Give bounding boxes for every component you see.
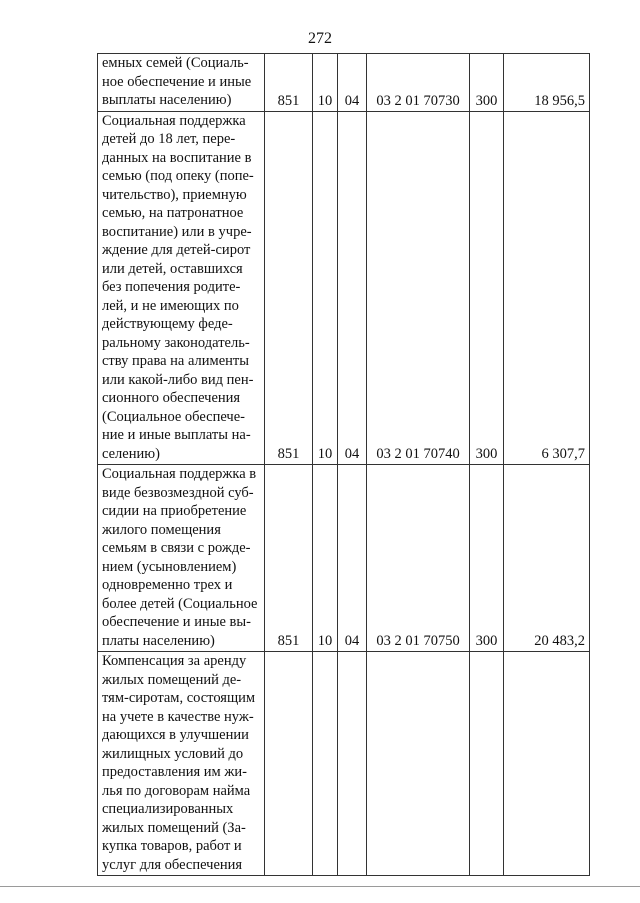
amount: 20 483,2: [504, 465, 590, 652]
ministry-code: 851: [265, 111, 313, 465]
table-row: [98, 465, 590, 652]
expense-type-code: [470, 652, 504, 876]
expense-type-code: 300: [470, 465, 504, 652]
ministry-code: 851: [265, 54, 313, 112]
scan-edge-line: [0, 886, 640, 887]
row-description: емных семей (Социаль- ное обеспечение и иные выплаты населению): [98, 54, 265, 112]
subsection-code: 04: [338, 111, 367, 465]
subsection-code: 04: [338, 465, 367, 652]
section-code: 10: [313, 111, 338, 465]
ministry-code: 851: [265, 465, 313, 652]
section-code: 10: [313, 465, 338, 652]
row-description: Социальная поддержка в виде безвозмездной суб- сидии на приобретение жилого помещения семьям в связи с рожде- нием (усыновлением) одновременно трех и более детей (Социальное обеспечение и иные вы- платы населению): [98, 465, 265, 652]
section-code: 10: [313, 54, 338, 112]
amount: 6 307,7: [504, 111, 590, 465]
row-description: Компенсация за аренду жилых помещений де- тям-сиротам, состоящим на учете в качестве нуж- дающихся в улучшении жилищных условий до предоставления им жи- лья по договорам найма специализированных жилых помещений (За- купка товаров, работ и услуг для обеспечения: [98, 652, 265, 876]
budget-table: [97, 53, 590, 876]
subsection-code: 04: [338, 54, 367, 112]
target-article-code: 03 2 01 70730: [367, 54, 470, 112]
target-article-code: 03 2 01 70740: [367, 111, 470, 465]
target-article-code: [367, 652, 470, 876]
expense-type-code: 300: [470, 111, 504, 465]
amount: [504, 652, 590, 876]
expense-type-code: 300: [470, 54, 504, 112]
table-row: [98, 54, 590, 112]
page-number: 272: [308, 30, 332, 47]
table-row: [98, 652, 590, 876]
table-row: [98, 111, 590, 465]
target-article-code: 03 2 01 70750: [367, 465, 470, 652]
amount: 18 956,5: [504, 54, 590, 112]
row-description: Социальная поддержка детей до 18 лет, пере- данных на воспитание в семью (под опеку (попе- чительство), приемную семью, на патронатное воспитание) или в учре- ждение для детей-сирот или детей, оставшихся без попечения родите- лей, и не имеющих по действующему феде- ральному законодатель- ству права на алименты или какой-либо вид пен- сионного обеспечения (Социальное обеспече- ние и иные выплаты на- селению): [98, 111, 265, 465]
section-code: [313, 652, 338, 876]
ministry-code: [265, 652, 313, 876]
subsection-code: [338, 652, 367, 876]
